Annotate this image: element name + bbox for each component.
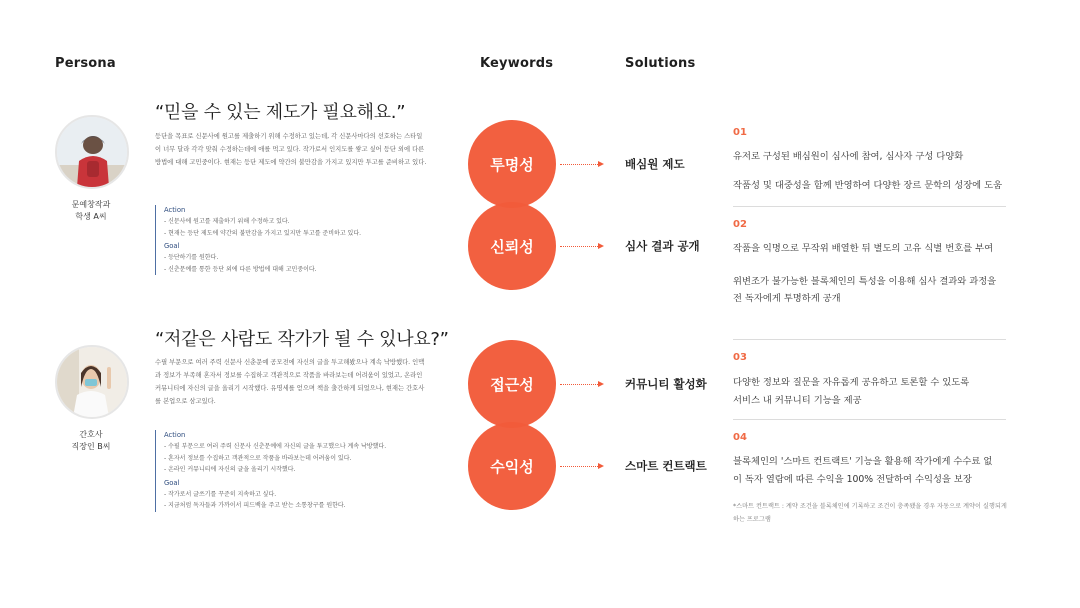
solution-desc-line: 유저로 구성된 배심원이 심사에 참여, 심사자 구성 다양화 <box>733 151 964 162</box>
persona-b-action-item: - 수필 부문으로 여러 주력 신문사 신춘문예에 자신의 글을 투고했으나 계속 낙방했다. <box>164 443 387 450</box>
solution-desc-line: 서비스 내 커뮤니티 기능을 제공 <box>733 395 862 406</box>
connector-line <box>560 164 598 165</box>
solution-label-community: 커뮤니티 활성화 <box>625 377 707 391</box>
keyword-circle-accessibility: 접근성 <box>468 340 556 428</box>
persona-a-label-line2: 학생 A씨 <box>75 212 107 221</box>
persona-heading: Persona <box>55 56 116 71</box>
persona-b-avatar <box>55 345 129 419</box>
persona-a-label-line1: 문예창작과 <box>71 200 111 209</box>
persona-b-label <box>31 429 151 453</box>
arrow-right-icon <box>598 161 604 167</box>
solution-desc-line: 위변조가 불가능한 블록체인의 특성을 이용해 심사 결과와 과정을 <box>733 276 997 287</box>
keyword-circle-transparency: 투명성 <box>468 120 556 208</box>
persona-b-label-line2: 직장인 B씨 <box>71 442 111 451</box>
persona-a-goal-item: - 신춘문예를 통한 등단 외에 다른 방법에 대해 고민중이다. <box>164 265 317 273</box>
solution-number: 01 <box>733 127 747 138</box>
persona-b-description: 수필 부문으로 여러 주력 신문사 신춘문예 공모전에 자신의 글을 투고해봤으나 계속 낙방했다. 인맥과 정보가 부족해 혼자서 정보를 수집하고 객관적으로 작품을 바라보는데 어려움이 있었고, 온라인 커뮤니티에 자신의 글을 올리기 시작했다. 유명세를 얻으며 책을 출간하게 되었으나, 현재는 간호사를 본업으로 삼고있다. <box>155 359 425 405</box>
footnote: *스마트 컨트랙트 : 계약 조건을 블록체인에 기록하고 조건이 충족됐을 경우 자동으로 계약이 실행되게 하는 프로그램 <box>733 503 1007 523</box>
solution-desc-line: 작품성 및 대중성을 함께 반영하여 다양한 장르 문학의 성장에 도움 <box>733 180 1003 191</box>
connector-line <box>560 466 598 467</box>
section-divider <box>733 339 1006 340</box>
solution-desc-line: 블록체인의 '스마트 컨트랙트' 기능을 활용해 작가에게 수수료 없 <box>733 456 993 467</box>
solution-number: 03 <box>733 352 747 363</box>
arrow-right-icon <box>598 463 604 469</box>
persona-a-action-title: Action <box>164 206 186 214</box>
persona-a-goal-item: - 등단하기를 원한다. <box>164 254 219 261</box>
solution-label-result-disclosure: 심사 결과 공개 <box>625 239 700 253</box>
persona-a-label <box>31 199 151 223</box>
persona-b-label-line1: 간호사 <box>79 430 103 439</box>
persona-a-description: 등단을 목표로 신문사에 원고를 제출하기 위해 수정하고 있는데, 각 신문사마다의 선호하는 스타일이 너무 달라 각각 맞춰 수정하는데에 애를 먹고 있다. 작가로서 인지도를 쌓고 싶어 등단 외에 다른 방법에 대해 고민중이다. 현재는 등단 제도에 약간의 불만감을 가지고 있지만 투고를 준비하고 있다. <box>155 133 427 166</box>
persona-b-action-item: - 혼자서 정보를 수집하고 객관적으로 작품을 바라보는데 어려움이 있다. <box>164 454 352 462</box>
connector-line <box>560 384 598 385</box>
persona-a-goal-title: Goal <box>164 242 180 250</box>
persona-b-quote: “저같은 사람도 작가가 될 수 있나요?” <box>155 329 449 350</box>
solution-label-jury-system: 배심원 제도 <box>625 157 685 171</box>
solution-desc-line: 다양한 정보와 질문을 자유롭게 공유하고 토론할 수 있도록 <box>733 377 970 388</box>
solution-desc-line: 작품을 익명으로 무작위 배열한 뒤 별도의 고유 식별 번호를 부여 <box>733 243 994 254</box>
persona-a-action-item: - 현재는 등단 제도에 약간의 불만감을 가지고 있지만 투고를 준비하고 있다. <box>164 229 362 237</box>
persona-b-goal-title: Goal <box>164 478 180 487</box>
nurse-portrait-icon <box>57 347 127 417</box>
arrow-right-icon <box>598 243 604 249</box>
persona-b-action-item: - 온라인 커뮤니티에 자신의 글을 올리기 시작했다. <box>164 466 296 473</box>
solution-desc-line: 전 독자에게 투명하게 공개 <box>733 293 841 304</box>
persona-b-action-block <box>155 430 386 512</box>
solutions-heading: Solutions <box>625 56 696 71</box>
arrow-right-icon <box>598 381 604 387</box>
solution-number: 04 <box>733 432 747 443</box>
persona-b-goal-item: - 작가로서 글쓰기를 꾸준히 지속하고 싶다. <box>164 490 277 498</box>
solution-desc-line: 이 독자 열람에 따른 수익을 100% 전달하여 수익성을 보장 <box>733 474 972 485</box>
section-divider <box>733 419 1006 420</box>
persona-b-action-title: Action <box>164 431 186 439</box>
persona-a-quote: “믿을 수 있는 제도가 필요해요.” <box>155 102 406 123</box>
persona-a-action-item: - 신문사에 원고를 제출하기 위해 수정하고 있다. <box>164 218 290 225</box>
student-portrait-icon <box>57 117 127 187</box>
keyword-circle-trust: 신뢰성 <box>468 202 556 290</box>
keyword-circle-profitability: 수익성 <box>468 422 556 510</box>
persona-a-action-block <box>155 205 361 275</box>
keywords-heading: Keywords <box>480 56 554 71</box>
section-divider <box>733 206 1006 207</box>
solution-number: 02 <box>733 219 747 230</box>
solution-label-smart-contract: 스마트 컨트랙트 <box>625 459 707 473</box>
persona-b-goal-item: - 지금처럼 독자들과 가까이서 피드백을 주고 받는 소통창구를 원한다. <box>164 502 346 509</box>
connector-line <box>560 246 598 247</box>
persona-a-avatar <box>55 115 129 189</box>
